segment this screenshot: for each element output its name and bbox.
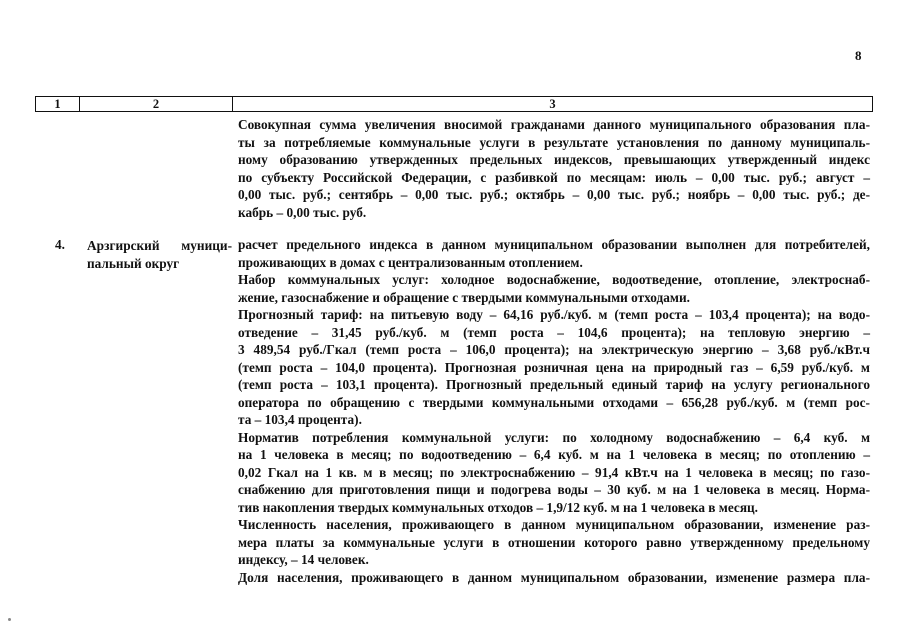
scan-artifact-dot — [8, 618, 11, 621]
text-line: Набор коммунальных услуг: холодное водоснабжение, водоотведение, отопление, электроснаб- — [238, 272, 870, 287]
text-line: отведение – 31,45 руб./куб. м (темп роста – 104,6 процента); на тепловую энергию – — [238, 324, 870, 340]
text-line: Норматив потребления коммунальной услуги: по холодному водоснабжению – 6,4 куб. м — [238, 429, 870, 445]
text-line: Численность населения, проживающего в данном муниципальном образовании, изменение раз- — [238, 517, 870, 532]
text-line: индексу, – 14 человек. — [238, 552, 369, 567]
text-line: оператора по обращению с твердыми коммунальными отходами – 656,28 руб./куб. м (темп рос- — [238, 394, 870, 410]
text-line: жение, газоснабжение и обращение с твердыми коммунальными отходами. — [238, 289, 690, 305]
text-line: по субъекту Российской Федерации, с разбивкой по месяцам: июль – 0,00 тыс. руб.; август – — [238, 169, 870, 185]
row-number: 4. — [55, 237, 65, 252]
page-number: 8 — [855, 48, 862, 63]
row-description — [238, 236, 870, 586]
municipality-name-line: пальный округ — [87, 255, 180, 271]
text-line: 0,00 тыс. руб.; сентябрь – 0,00 тыс. руб.; октябрь – 0,00 тыс. руб.; ноябрь – 0,00 тыс. руб.; де- — [238, 187, 870, 202]
text-line: расчет предельного индекса в данном муниципальном образовании выполнен для потребителей, — [238, 237, 870, 252]
continued-paragraph — [238, 116, 870, 221]
text-line: ты за потребляемые коммунальные услуги в результате установления по данному муниципаль- — [238, 134, 870, 150]
municipality-name-line: Арзгирский муници- — [87, 238, 232, 253]
text-line: мера платы за коммунальные услуги в отношении которого равно утвержденному предельному — [238, 534, 870, 550]
column-header-3: 3 — [549, 97, 556, 111]
text-line: снабжению для приготовления пищи и подогрева воды – 30 куб. м на 1 человека в месяц. Норма- — [238, 482, 870, 497]
column-header-1: 1 — [36, 97, 80, 111]
column-header-2: 2 — [80, 97, 233, 111]
text-line: (темп роста – 103,1 процента). Прогнозный предельный единый тариф на услугу регионального — [238, 377, 870, 392]
table-header — [35, 96, 873, 112]
text-line: та – 103,4 процента). — [238, 412, 362, 427]
text-line: 3 489,54 руб./Гкал (темп роста – 106,0 процента); на электрическую энергию – 3,68 руб./кВт.ч — [238, 342, 870, 357]
text-line: на 1 человека в месяц; по водоотведению – 6,4 куб. м на 1 человека в месяц; по отоплению – — [238, 447, 870, 462]
text-line: ному образованию утвержденных предельных индексов, превышающих утвержденный индекс — [238, 152, 870, 167]
text-line: Доля населения, проживающего в данном муниципальном образовании, изменение размера пла- — [238, 569, 870, 585]
text-line: 0,02 Гкал на 1 кв. м в месяц; по электроснабжению – 91,4 кВт.ч на 1 человека в месяц; по газо- — [238, 464, 870, 480]
text-line: кабрь – 0,00 тыс. руб. — [238, 204, 367, 220]
text-line: Совокупная сумма увеличения вносимой гражданами данного муниципального образования пла- — [238, 117, 870, 132]
text-line: тив накопления твердых коммунальных отходов – 1,9/12 куб. м на 1 человека в месяц. — [238, 499, 758, 515]
text-line: проживающих в домах с централизованным отоплением. — [238, 254, 583, 270]
text-line: Прогнозный тариф: на питьевую воду – 64,16 руб./куб. м (темп роста – 103,4 процента); на водо- — [238, 307, 870, 322]
municipality-name — [87, 237, 232, 272]
text-line: (темп роста – 104,0 процента). Прогнозная розничная цена на природный газ – 6,59 руб./куб. м — [238, 359, 870, 375]
